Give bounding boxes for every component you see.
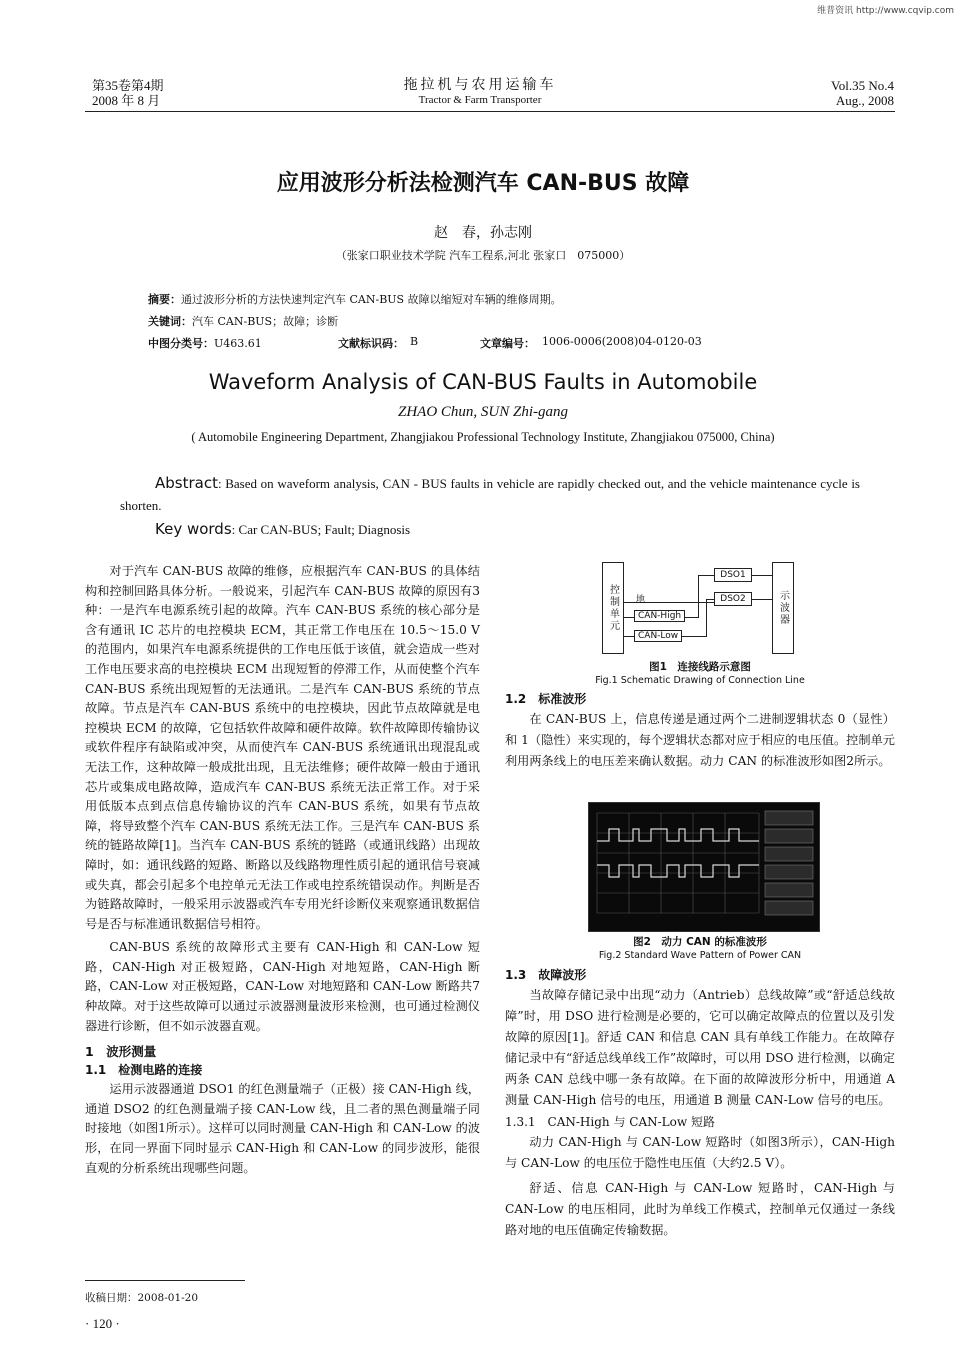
figure-1-diagram — [602, 562, 817, 654]
journal-name-cn: 拖拉机与农用运输车 — [403, 78, 557, 93]
wire-dso2-out — [752, 599, 772, 600]
doc-code-value: B — [410, 335, 419, 348]
issue-info-en — [831, 78, 894, 108]
clc-value: U463.61 — [214, 337, 262, 350]
section-1-1-heading: 1.1 检测电路的连接 — [85, 1063, 203, 1078]
figure-1-caption-en: Fig.1 Schematic Drawing of Connection Line — [595, 675, 805, 686]
journal-name — [380, 78, 580, 108]
issue-volume-en: Vol.35 No.4 — [831, 78, 894, 93]
control-unit-label: 控制单元 — [607, 584, 619, 632]
abstract-en-label: Abstract — [155, 474, 218, 492]
affiliation-en: ( Automobile Engineering Department, Zhangjiakou Professional Technology Institute, Zhangjiakou 075000, China) — [191, 430, 775, 444]
paragraph-connection: 运用示波器通道 DSO1 的红色测量端子（正极）接 CAN-High 线，通道 DSO2 的红色测量端子接 CAN-Low 线，且二者的黑色测量端子同时接地（如图1所示）。这样可以同时测量 CAN-High 和 CAN-Low 的波形，在同一界面下同时显示 CAN-High 和 CAN-Low 的同步波形，能很直观的分析系统出现哪些问题。 — [85, 1082, 480, 1175]
abstract-cn-text: 通过波形分析的方法快速判定汽车 CAN-BUS 故障以缩短对车辆的维修周期。 — [181, 293, 562, 306]
keywords-cn — [148, 313, 338, 329]
doc-code-label: 文献标识码： — [338, 337, 404, 350]
wire-dso2-drop — [706, 599, 707, 636]
affiliation-cn: （张家口职业技术学院 汽车工程系,河北 张家口 075000） — [335, 249, 631, 262]
wire-dso1-in — [698, 575, 714, 576]
oscilloscope-label: 示波器 — [777, 590, 789, 626]
right-column-bottom — [505, 966, 895, 1241]
figure-2-caption-cn: 图2 动力 CAN 的标准波形 — [633, 936, 767, 948]
paragraph-comfort-short: 舒适、信息 CAN-High 与 CAN-Low 短路时，CAN-High 与 CAN-Low 的电压相同，此时为单线工作模式，控制单元仅通过一条线路对地的电压值确定传输数据。 — [505, 1181, 895, 1237]
can-high-label: CAN-High — [634, 610, 685, 622]
clc-label: 中图分类号： — [148, 337, 214, 350]
watermark: 维普资讯 http://www.cqvip.com — [817, 6, 954, 16]
issue-info — [92, 78, 164, 108]
journal-name-en: Tractor & Farm Transporter — [418, 94, 542, 106]
received-date: 收稿日期：2008-01-20 — [85, 1292, 199, 1304]
section-1-3-1-heading: 1.3.1 CAN-High 与 CAN-Low 短路 — [505, 1115, 715, 1129]
authors-cn: 赵 春，孙志刚 — [434, 225, 532, 241]
keywords-en-label: Key words — [155, 520, 232, 538]
authors-en: ZHAO Chun, SUN Zhi-gang — [397, 404, 569, 420]
section-1-2-heading: 1.2 标准波形 — [505, 692, 587, 706]
title-en: Waveform Analysis of CAN-BUS Faults in Automobile — [208, 370, 758, 394]
figure-1-caption-cn: 图1 连接线路示意图 — [649, 661, 751, 673]
wire-dso1-drop — [698, 575, 699, 617]
section-1-3-heading: 1.3 故障波形 — [505, 968, 587, 982]
title-cn: 应用波形分析法检测汽车 CAN-BUS 故障 — [276, 171, 690, 196]
paragraph-fault-wave: 当故障存储记录中出现“动力（Antrieb）总线故障”或“舒适总线故障”时，用 DSO 进行检测是必要的，它可以确定故障点的位置以及引发故障的原因[1]。舒适 CAN 和信息 CAN 具有单线工作能力。在故障存储记录中有“舒适总线单线工作”故障时，可以用 DSO 进行检测，以确定两条 CAN 总线中哪一条有故障。在下面的故障波形分析中，用通道 A 测量 CAN-High 信号的电压，用通道 B 测量 CAN-Low 信号的电压。 — [505, 988, 895, 1107]
figure-2-caption — [505, 935, 895, 963]
issue-date: 2008 年 8 月 — [92, 93, 161, 108]
issue-date-en: Aug., 2008 — [835, 93, 894, 108]
figure-2-oscilloscope-screen — [588, 802, 820, 932]
classification-line — [148, 335, 868, 351]
keywords-cn-label: 关键词： — [148, 315, 192, 328]
left-column — [85, 562, 480, 1178]
right-column-top — [505, 690, 895, 772]
paragraph-causes: 对于汽车 CAN-BUS 故障的维修，应根据汽车 CAN-BUS 的具体结构和控制回路具体分析。一般说来，引起汽车 CAN-BUS 故障的原因有3种：一是汽车电源系统引起的故障。汽车 CAN-BUS 系统的核心部分是含有通讯 IC 芯片的电控模块 ECM，其正常工作电压在 10.5～15.0 V 的范围内，如果汽车电源系统提供的工作电压低于该值，就会造成一些对工作电压要求高的电控模块 ECM 出现短暂的停滞工作，从而使整个汽车 CAN-BUS 系统出现短暂的无法通讯。二是汽车 CAN-BUS 系统的节点故障。节点是汽车 CAN-BUS 系统中的电控模块，因此节点故障就是电控模块 ECM 的故障，它包括软件故障和硬件故障。软件故障即传输协议或软件程序有缺陷或冲突，从而使汽车 CAN-BUS 系统通讯出现混乱或无法工作，这种故障一般成批出现，且无法维修；硬件故障一般由于通讯芯片或集成电路故障，造成汽车 CAN-BUS 系统无法正常工作。对于采用低版本点到点信息传输协议的汽车 CAN-BUS 系统，如果有节点故障，将导致整个汽车 CAN-BUS 系统无法工作。三是汽车 CAN-BUS 系统的链路故障[1]。当汽车 CAN-BUS 系统的链路（或通讯线路）出现故障时，如：通讯线路的短路、断路以及线路物理性质引起的通讯信号衰减或失真，都会引起多个电控单元无法工作或电控系统错误动作。判断是否为链路故障时，一般采用示波器或汽车专用光纤诊断仪来观察通讯数据信号是否与标准通讯数据信号相符。 — [85, 564, 480, 931]
can-low-label: CAN-Low — [634, 630, 682, 642]
control-unit-box — [602, 562, 624, 654]
abstract-cn — [148, 291, 868, 307]
article-no-label: 文章编号： — [480, 337, 535, 350]
dso1-box: DSO1 — [714, 568, 752, 582]
figure-2-caption-en: Fig.2 Standard Wave Pattern of Power CAN — [598, 950, 802, 961]
paragraph-fault-types: CAN-BUS 系统的故障形式主要有 CAN-High 和 CAN-Low 短路，CAN-High 对正极短路，CAN-High 对地短路，CAN-High 断路，CAN-Low 对正极短路，CAN-Low 对地短路和 CAN-Low 断路共7种故障。对于这些故障可以通过示波器测量波形来检测，也可通过检测仪器进行诊断，但不如示波器直观。 — [85, 940, 480, 1033]
abstract-cn-label: 摘要： — [148, 293, 181, 306]
keywords-en-text: : Car CAN-BUS; Fault; Diagnosis — [231, 522, 411, 537]
wire-dso1-out — [752, 575, 772, 576]
keywords-cn-text: 汽车 CAN-BUS；故障；诊断 — [192, 315, 339, 328]
issue-volume: 第35卷第4期 — [92, 78, 164, 93]
header-rule — [85, 111, 895, 112]
figure-1-caption — [505, 660, 895, 688]
paragraph-standard-wave: 在 CAN-BUS 上，信息传递是通过两个二进制逻辑状态 0（显性）和 1（隐性）来实现的，每个逻辑状态都对应于相应的电压值。控制单元利用两条线上的电压差来确认数据。动力 CAN 的标准波形如图2所示。 — [505, 712, 895, 768]
page-number: · 120 · — [85, 1316, 120, 1331]
ground-label: 地 — [636, 595, 646, 605]
oscilloscope-grid-icon — [589, 803, 819, 931]
wire-dso2-in — [706, 599, 714, 600]
footnote-rule — [85, 1280, 245, 1281]
oscilloscope-box — [772, 562, 794, 654]
section-1-heading: 1 波形测量 — [85, 1044, 157, 1060]
dso2-box: DSO2 — [714, 592, 752, 606]
keywords-en — [155, 520, 410, 538]
abstract-en-text: : Based on waveform analysis, CAN - BUS faults in vehicle are rapidly checked out, and the vehicle maintenance cycle is shorten. — [120, 476, 860, 513]
paragraph-power-short: 动力 CAN-High 与 CAN-Low 短路时（如图3所示），CAN-High 与 CAN-Low 的电压位于隐性电压值（大约2.5 V）。 — [505, 1135, 895, 1170]
abstract-en — [120, 472, 860, 517]
article-no-value: 1006-0006(2008)04-0120-03 — [542, 335, 702, 348]
